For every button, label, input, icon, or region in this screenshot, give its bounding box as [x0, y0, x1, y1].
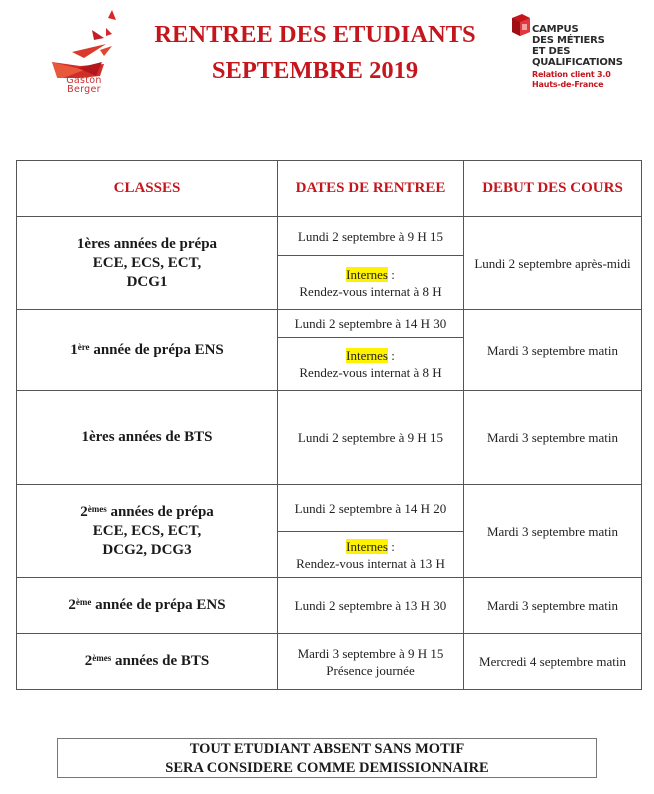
internes-highlight: Internes: [346, 348, 388, 363]
class-line: ECE, ECS, ECT,: [92, 522, 202, 539]
gaston-berger-logo: [44, 8, 124, 98]
class-cell: [17, 578, 278, 634]
debut-cell: Lundi 2 septembre après-midi: [464, 217, 642, 310]
class-cell: [17, 217, 278, 310]
class-rest: année de prépa ENS: [91, 597, 226, 613]
date-cell: Lundi 2 septembre à 9 H 15: [278, 217, 464, 256]
absence-notice: [57, 738, 597, 778]
date-cell: Lundi 2 septembre à 14 H 30: [278, 310, 464, 338]
class-cell: 1ères années de BTS: [17, 391, 278, 485]
campus-sub-line-1: Relation client 3.0: [532, 70, 611, 79]
campus-title: [532, 24, 623, 68]
class-line: ECE, ECS, ECT,: [92, 254, 202, 271]
debut-cell: Mardi 3 septembre matin: [464, 391, 642, 485]
internes-cell: [278, 256, 464, 310]
title-line-2: SEPTEMBRE 2019: [211, 57, 419, 84]
class-sup: ème: [75, 597, 92, 607]
table-row: [17, 217, 642, 256]
campus-sub-line-2: Hauts-de-France: [532, 79, 604, 89]
campus-subtitle: [532, 70, 611, 89]
header-debut: DEBUT DES COURS: [464, 161, 642, 217]
page-title: [120, 17, 510, 89]
class-line: 1ères années de prépa: [76, 235, 218, 252]
internes-text: Rendez-vous internat à 8 H: [299, 365, 442, 380]
logo-line-1: Gaston: [66, 75, 102, 86]
class-rest: années de BTS: [111, 653, 210, 669]
class-prefix: 2: [80, 503, 88, 520]
table-row: [17, 391, 642, 485]
table-header-row: [17, 161, 642, 217]
class-cell: [17, 485, 278, 578]
class-sup: èmes: [92, 653, 112, 663]
debut-cell: Mardi 3 septembre matin: [464, 310, 642, 391]
debut-cell: Mardi 3 septembre matin: [464, 485, 642, 578]
date-main: Mardi 3 septembre à 9 H 15: [297, 645, 444, 661]
date-cell: Lundi 2 septembre à 14 H 20: [278, 485, 464, 532]
notice-line-1: TOUT ETUDIANT ABSENT SANS MOTIF: [189, 741, 465, 757]
internes-sep: :: [388, 538, 395, 554]
date-cell: Lundi 2 septembre à 9 H 15: [278, 391, 464, 485]
debut-cell: Mardi 3 septembre matin: [464, 578, 642, 634]
header-classes: CLASSES: [17, 161, 278, 217]
campus-line: QUALIFICATIONS: [532, 57, 623, 68]
class-prefix: 2: [68, 597, 76, 613]
table-row: [17, 578, 642, 634]
campus-cube-icon: [510, 14, 532, 38]
internes-cell: [278, 338, 464, 391]
table-row: [17, 634, 642, 690]
date-sub: Présence journée: [326, 662, 415, 678]
internes-cell: [278, 532, 464, 578]
title-line-1: RENTREE DES ETUDIANTS: [154, 21, 476, 48]
campus-line: CAMPUS: [532, 24, 579, 35]
internes-highlight: Internes: [346, 266, 388, 282]
table-row: [17, 485, 642, 532]
notice-line-2: SERA CONSIDERE COMME DEMISSIONNAIRE: [165, 760, 489, 776]
internes-text: Rendez-vous internat à 8 H: [299, 283, 442, 299]
date-cell: Lundi 2 septembre à 13 H 30: [278, 578, 464, 634]
internes-sep: :: [388, 348, 395, 363]
class-rest: année de prépa ENS: [89, 341, 224, 358]
campus-line: DES MÉTIERS: [532, 35, 605, 46]
class-prefix: 1: [70, 341, 78, 358]
internes-sep: :: [388, 266, 395, 282]
internes-text: Rendez-vous internat à 13 H: [296, 555, 445, 571]
campus-line: ET DES: [532, 46, 571, 57]
logo-line-2: Berger: [67, 84, 101, 95]
internes-highlight: Internes: [346, 538, 388, 554]
table-row: [17, 310, 642, 338]
class-cell: [17, 634, 278, 690]
class-sup: èmes: [87, 503, 107, 514]
date-cell: [278, 634, 464, 690]
class-line: DCG1: [126, 273, 168, 290]
gaston-berger-logo-icon: [44, 8, 124, 78]
header-dates: DATES DE RENTREE: [278, 161, 464, 217]
class-sup: ère: [77, 341, 90, 352]
class-prefix: 2: [84, 653, 93, 669]
schedule-table: [16, 160, 642, 690]
class-cell: [17, 310, 278, 391]
class-rest: années de prépa: [106, 503, 214, 520]
campus-metiers-logo: [510, 14, 650, 94]
debut-cell: Mercredi 4 septembre matin: [464, 634, 642, 690]
gaston-berger-wordmark: [54, 76, 114, 94]
class-line: DCG2, DCG3: [102, 541, 192, 558]
